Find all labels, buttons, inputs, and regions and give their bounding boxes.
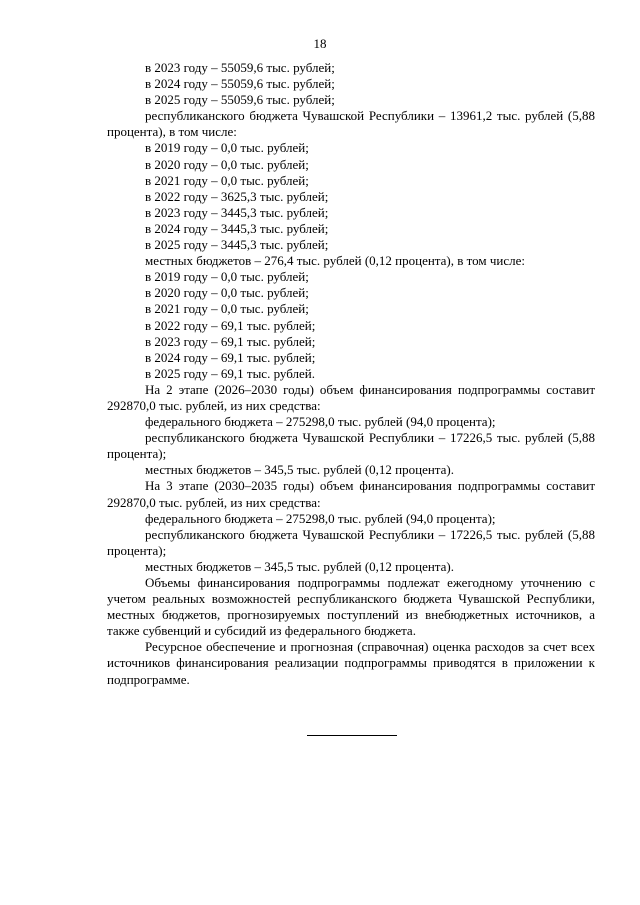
- text-line: в 2024 году – 69,1 тыс. рублей;: [145, 349, 316, 365]
- page-number: 18: [313, 36, 327, 51]
- text-line: федерального бюджета – 275298,0 тыс. рублей (94,0 процента);: [145, 510, 496, 526]
- end-divider-line: [307, 735, 397, 736]
- text-line: в 2023 году – 3445,3 тыс. рублей;: [145, 204, 329, 220]
- text-line: федерального бюджета – 275298,0 тыс. рублей (94,0 процента);: [145, 414, 496, 430]
- paragraph: республиканского бюджета Чувашской Республики – 13961,2 тыс. рублей (5,88 процента), в том числе:: [107, 108, 595, 140]
- text-line: в 2021 году – 0,0 тыс. рублей;: [145, 301, 309, 317]
- text-line: в 2022 году – 69,1 тыс. рублей;: [145, 317, 316, 333]
- document-body: [107, 60, 595, 688]
- text-line: в 2025 году – 55059,6 тыс. рублей;: [145, 92, 335, 108]
- text-line: в 2024 году – 55059,6 тыс. рублей;: [145, 76, 335, 92]
- text-line: в 2021 году – 0,0 тыс. рублей;: [145, 172, 309, 188]
- text-line: местных бюджетов – 345,5 тыс. рублей (0,12 процента).: [145, 558, 454, 574]
- text-line: в 2023 году – 69,1 тыс. рублей;: [145, 333, 316, 349]
- text-line: в 2019 году – 0,0 тыс. рублей;: [145, 140, 309, 156]
- paragraph: республиканского бюджета Чувашской Республики – 17226,5 тыс. рублей (5,88 процента);: [107, 526, 595, 558]
- text-line: в 2023 году – 55059,6 тыс. рублей;: [145, 60, 335, 75]
- text-line: местных бюджетов – 276,4 тыс. рублей (0,12 процента), в том числе:: [145, 253, 525, 269]
- paragraph: На 3 этапе (2030–2035 годы) объем финансирования подпрограммы составит 292870,0 тыс. рублей, из них средства:: [107, 478, 595, 510]
- text-line: в 2022 году – 3625,3 тыс. рублей;: [145, 188, 329, 204]
- text-line: в 2020 году – 0,0 тыс. рублей;: [145, 156, 309, 172]
- text-line: в 2025 году – 69,1 тыс. рублей.: [145, 365, 315, 381]
- paragraph: На 2 этапе (2026–2030 годы) объем финансирования подпрограммы составит 292870,0 тыс. рублей, из них средства:: [107, 381, 595, 413]
- text-line: в 2019 году – 0,0 тыс. рублей;: [145, 269, 309, 285]
- paragraph: Ресурсное обеспечение и прогнозная (справочная) оценка расходов за счет всех источников финансирования реализации подпрограммы приводятся в приложении к подпрограмме.: [107, 639, 595, 687]
- text-line: местных бюджетов – 345,5 тыс. рублей (0,12 процента).: [145, 462, 454, 478]
- paragraph: республиканского бюджета Чувашской Республики – 17226,5 тыс. рублей (5,88 процента);: [107, 430, 595, 462]
- text-line: в 2024 году – 3445,3 тыс. рублей;: [145, 220, 329, 236]
- text-line: в 2025 году – 3445,3 тыс. рублей;: [145, 237, 329, 253]
- paragraph: Объемы финансирования подпрограммы подлежат ежегодному уточнению с учетом реальных возможностей республиканского бюджета Чувашской Республики, местных бюджетов, прогнозируемых поступлений из внебюджетных источников, а также субвенций и субсидий из федерального бюджета.: [107, 575, 595, 639]
- text-line: в 2020 году – 0,0 тыс. рублей;: [145, 285, 309, 301]
